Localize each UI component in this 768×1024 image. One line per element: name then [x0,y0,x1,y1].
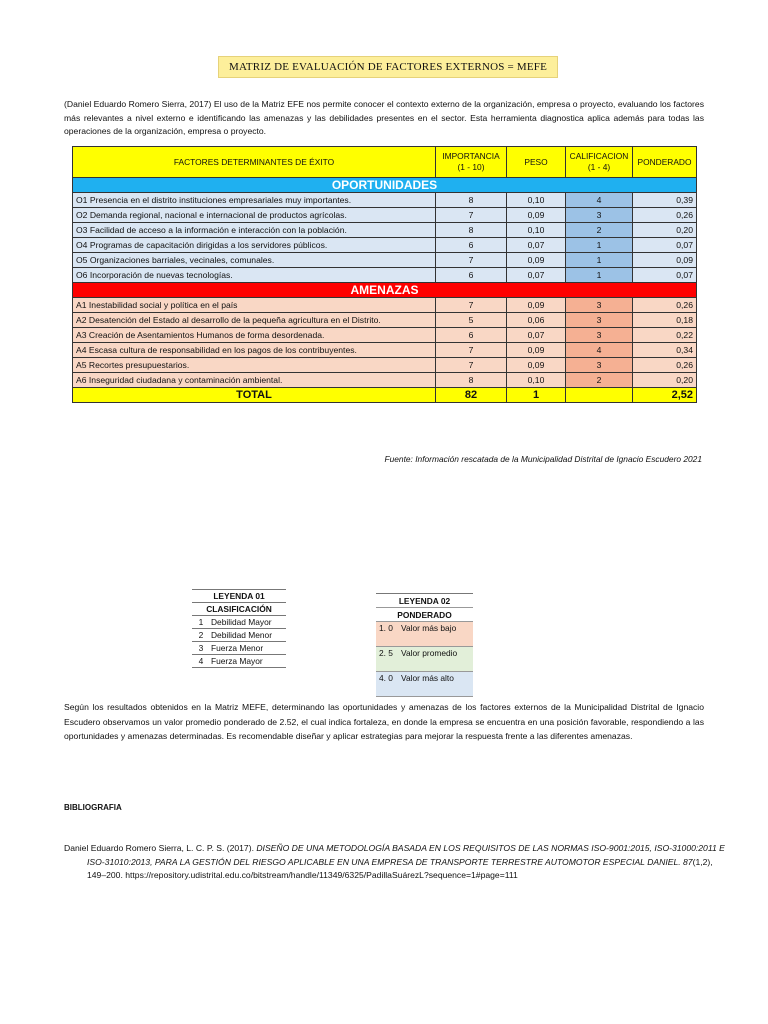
factor-cell: O6 Incorporación de nuevas tecnologías. [73,268,436,283]
factor-cell: O3 Facilidad de acceso a la información e interacción con la población. [73,223,436,238]
legend2-num: 1. 0 [379,623,393,633]
legend2-item [376,672,473,697]
importancia-cell: 8 [436,373,507,388]
bibliography-authors: Daniel Eduardo Romero Sierra, L. C. P. S. (2017). [64,843,257,853]
peso-cell: 0,10 [507,193,566,208]
section-oportunidades: OPORTUNIDADES [73,178,697,193]
calificacion-cell: 3 [566,313,633,328]
factor-cell: O4 Programas de capacitación dirigidas a los servidores públicos. [73,238,436,253]
calificacion-cell: 2 [566,223,633,238]
importancia-cell: 6 [436,328,507,343]
ponderado-cell: 0,07 [633,238,697,253]
factor-cell: A4 Escasa cultura de responsabilidad en los pagos de los contribuyentes. [73,343,436,358]
importancia-cell: 7 [436,208,507,223]
peso-cell: 0,09 [507,253,566,268]
legend2-item [376,647,473,672]
section-amenazas: AMENAZAS [73,283,697,298]
ponderado-cell: 0,22 [633,328,697,343]
calificacion-cell: 3 [566,358,633,373]
peso-cell: 0,09 [507,343,566,358]
peso-cell: 0,10 [507,373,566,388]
legend1-subtitle: CLASIFICACIÓN [192,603,286,616]
factor-cell: O5 Organizaciones barriales, vecinales, comunales. [73,253,436,268]
legend1-label: Debilidad Mayor [210,616,286,629]
factor-cell: A2 Desatención del Estado al desarrollo de la pequeña agricultura en el Distrito. [73,313,436,328]
total-row [73,388,697,403]
peso-cell: 0,06 [507,313,566,328]
legend1-num: 2 [192,629,210,642]
legend2-label: Valor más bajo [401,623,457,633]
peso-cell: 0,07 [507,268,566,283]
legend2-title: LEYENDA 02 [376,594,473,608]
table-row [73,358,697,373]
table-row [73,343,697,358]
importancia-cell: 7 [436,253,507,268]
ponderado-cell: 0,18 [633,313,697,328]
table-row [73,253,697,268]
table-row [73,223,697,238]
importancia-cell: 6 [436,268,507,283]
conclusion-paragraph: Según los resultados obtenidos en la Matriz MEFE, determinando las oportunidades y amenazas de los factores externos de la Municipalidad Distrital de Ignacio Escudero observamos un valor promedio ponderado de 2.52, el cual indica fortaleza, en donde la empresa se encuentra en una posición favorable, respondiendo a las oportunidades y amenazas determinadas. Es recomendable diseñar y aplicar estrategias para mejorar la respuesta frente a las diferentes amenazas. [64,702,704,741]
factor-cell: A1 Inestabilidad social y política en el país [73,298,436,313]
legend1-item [192,642,286,655]
legend1-num: 1 [192,616,210,629]
ponderado-cell: 0,09 [633,253,697,268]
total-importancia: 82 [436,388,507,403]
legend2-label: Valor más alto [401,673,454,683]
legend2-item [376,622,473,647]
bibliography-entry [64,842,727,883]
calificacion-cell: 3 [566,328,633,343]
legend1-item [192,629,286,642]
importancia-cell: 6 [436,238,507,253]
table-row [73,208,697,223]
legend2-num: 2. 5 [379,648,393,658]
legend-ponderado [376,593,473,697]
bibliography-rest: (1,2), 149–200. https://repository.udistrital.edu.co/bitstream/handle/11349/6325/PadillaSuárezL?sequence=1#page=111 [87,856,713,880]
total-label: TOTAL [73,388,436,403]
total-peso: 1 [507,388,566,403]
factor-cell: A3 Creación de Asentamientos Humanos de forma desordenada. [73,328,436,343]
ponderado-cell: 0,07 [633,268,697,283]
source-note: Fuente: Información rescatada de la Municipalidad Distrital de Ignacio Escudero 2021 [384,454,702,464]
peso-cell: 0,07 [507,238,566,253]
factor-cell: A5 Recortes presupuestarios. [73,358,436,373]
calificacion-cell: 3 [566,298,633,313]
header-peso: PESO [507,147,566,178]
table-row [73,193,697,208]
calificacion-cell: 1 [566,268,633,283]
legend1-num: 3 [192,642,210,655]
importancia-cell: 8 [436,193,507,208]
ponderado-cell: 0,34 [633,343,697,358]
peso-cell: 0,09 [507,208,566,223]
document-title: MATRIZ DE EVALUACIÓN DE FACTORES EXTERNOS = MEFE [218,56,558,78]
calificacion-cell: 4 [566,193,633,208]
factor-cell: A6 Inseguridad ciudadana y contaminación ambiental. [73,373,436,388]
calificacion-cell: 2 [566,373,633,388]
header-factor: FACTORES DETERMINANTES DE ÉXITO [73,147,436,178]
table-row [73,328,697,343]
calificacion-cell: 3 [566,208,633,223]
header-calificacion: CALIFICACION (1 - 4) [566,147,633,178]
legend1-label: Debilidad Menor [210,629,286,642]
calificacion-cell: 4 [566,343,633,358]
importancia-cell: 5 [436,313,507,328]
legend-clasificacion [192,589,286,668]
calificacion-cell: 1 [566,253,633,268]
legend2-label: Valor promedio [401,648,458,658]
bibliography-heading: BIBLIOGRAFIA [64,803,122,812]
legend1-item [192,655,286,668]
peso-cell: 0,09 [507,358,566,373]
importancia-cell: 7 [436,358,507,373]
total-calificacion-empty [566,388,633,403]
legend1-label: Fuerza Mayor [210,655,286,668]
legend2-num: 4. 0 [379,673,393,683]
ponderado-cell: 0,20 [633,373,697,388]
table-row [73,313,697,328]
peso-cell: 0,07 [507,328,566,343]
calificacion-cell: 1 [566,238,633,253]
bibliography-work: DISEÑO DE UNA METODOLOGÍA BASADA EN LOS REQUISITOS DE LAS NORMAS ISO-9001:2015, ISO-31000:2011 E ISO-31010:2013, PARA LA GESTIÓN DEL RIESGO APLICABLE EN UNA EMPRESA DE TRANSPORTE TERRESTRE AUTOMOTOR ESPECIAL DANIEL. 87 [87,843,725,867]
ponderado-cell: 0,26 [633,208,697,223]
table-row [73,238,697,253]
header-ponderado: PONDERADO [633,147,697,178]
table-row [73,298,697,313]
peso-cell: 0,09 [507,298,566,313]
ponderado-cell: 0,20 [633,223,697,238]
table-row [73,373,697,388]
legend1-label: Fuerza Menor [210,642,286,655]
legend1-title: LEYENDA 01 [192,590,286,603]
total-ponderado: 2,52 [633,388,697,403]
table-row [73,268,697,283]
ponderado-cell: 0,26 [633,358,697,373]
intro-paragraph: (Daniel Eduardo Romero Sierra, 2017) El uso de la Matriz EFE nos permite conocer el contexto externo de la organización, empresa o proyecto, evaluando los factores más relevantes a nivel externo e identificando las amenazas y las debilidades presentes en el sector. Esta herramienta diagnostica aplica además para todas las operaciones de la organización, empresa o proyecto. [64,99,704,136]
importancia-cell: 7 [436,343,507,358]
factor-cell: O1 Presencia en el distrito instituciones empresariales muy importantes. [73,193,436,208]
legend1-item [192,616,286,629]
header-importancia: IMPORTANCIA (1 - 10) [436,147,507,178]
mefe-table [72,146,697,403]
ponderado-cell: 0,26 [633,298,697,313]
ponderado-cell: 0,39 [633,193,697,208]
peso-cell: 0,10 [507,223,566,238]
legend2-subtitle: PONDERADO [376,608,473,622]
importancia-cell: 8 [436,223,507,238]
section-oportunidades-row [73,178,697,193]
importancia-cell: 7 [436,298,507,313]
section-amenazas-row [73,283,697,298]
legend1-num: 4 [192,655,210,668]
factor-cell: O2 Demanda regional, nacional e internacional de productos agrícolas. [73,208,436,223]
